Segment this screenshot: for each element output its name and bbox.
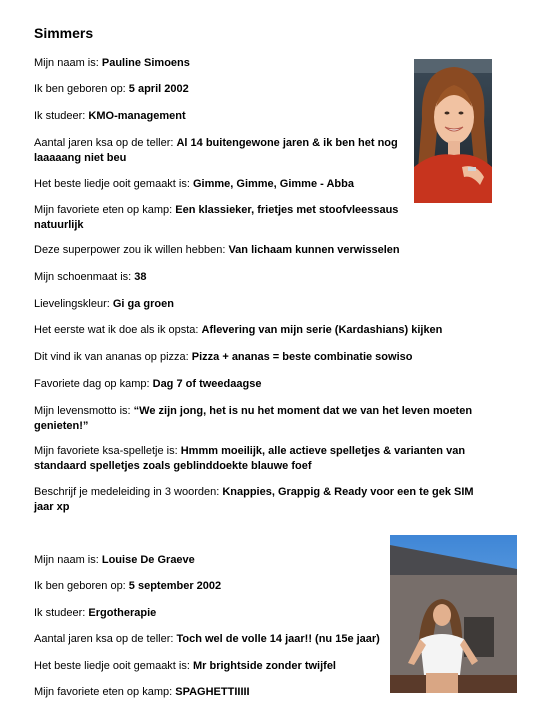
- field-value: Ergotherapie: [88, 607, 157, 619]
- field-label: Dit vind ik van ananas op pizza:: [34, 351, 192, 363]
- field-value: Pizza + ananas = beste combinatie sowiso: [191, 351, 413, 363]
- field-label: Het beste liedje ooit gemaakt is:: [34, 178, 193, 190]
- field-label: Mijn naam is:: [34, 57, 102, 69]
- p1-shoesize-row: [34, 270, 494, 285]
- field-label: Aantal jaren ksa op de teller:: [34, 633, 177, 645]
- field-label: Ik ben geboren op:: [34, 83, 129, 95]
- field-value: Een klassieker, frietjes met stoofvleessaus natuurlijk: [34, 204, 399, 231]
- page-title: Simmers: [34, 25, 94, 41]
- profile-photo: [390, 535, 517, 693]
- p1-song-row: [34, 177, 404, 192]
- p1-superpower-row: [34, 243, 494, 258]
- p1-years-row: [34, 136, 404, 166]
- p1-birthdate-row: [34, 82, 404, 97]
- field-value: Aflevering van mijn serie (Kardashians) kijken: [201, 324, 443, 336]
- p1-morning-row: [34, 323, 494, 338]
- field-value: Van lichaam kunnen verwisselen: [228, 244, 400, 256]
- p1-day-row: [34, 377, 494, 392]
- p2-study-row: [34, 606, 404, 621]
- portrait-illustration: [414, 59, 492, 203]
- field-label: Ik ben geboren op:: [34, 580, 129, 592]
- p2-food-row: [34, 685, 404, 700]
- field-label: Lievelingskleur:: [34, 298, 113, 310]
- p1-leaders-row: [34, 485, 484, 515]
- field-label: Aantal jaren ksa op de teller:: [34, 137, 177, 149]
- field-label: Mijn favoriete ksa-spelletje is:: [34, 445, 181, 457]
- field-value: SPAGHETTIIIII: [175, 686, 250, 698]
- field-label: Mijn levensmotto is:: [34, 405, 134, 417]
- field-label: Het beste liedje ooit gemaakt is:: [34, 660, 193, 672]
- field-label: Mijn favoriete eten op kamp:: [34, 204, 176, 216]
- field-value: Toch wel de volle 14 jaar!! (nu 15e jaar): [176, 633, 380, 645]
- p1-name-row: [34, 56, 404, 71]
- field-value: Gi ga groen: [112, 298, 174, 310]
- field-label: Deze superpower zou ik willen hebben:: [34, 244, 229, 256]
- field-value: Dag 7 of tweedaagse: [152, 378, 262, 390]
- p2-name-row: [34, 553, 404, 568]
- field-label: Ik studeer:: [34, 607, 89, 619]
- field-value: “We zijn jong, het is nu het moment dat we van het leven moeten genieten!”: [34, 405, 473, 432]
- field-value: Al 14 buitengewone jaren & ik ben het nog laaaaang niet beu: [34, 137, 398, 164]
- p1-pizza-row: [34, 350, 494, 365]
- field-value: Pauline Simoens: [101, 57, 190, 69]
- field-value: 5 september 2002: [128, 580, 222, 592]
- field-label: Mijn naam is:: [34, 554, 102, 566]
- p2-song-row: [34, 659, 404, 674]
- p1-food-row: [34, 203, 429, 233]
- field-value: 38: [134, 271, 147, 283]
- field-value: Louise De Graeve: [101, 554, 195, 566]
- field-label: Mijn favoriete eten op kamp:: [34, 686, 176, 698]
- p2-years-row: [34, 632, 404, 647]
- p1-game-row: [34, 444, 474, 474]
- field-label: Beschrijf je medeleiding in 3 woorden:: [34, 486, 223, 498]
- p1-study-row: [34, 109, 404, 124]
- field-value: Knappies, Grappig & Ready voor een te gek SIM jaar xp: [34, 486, 474, 513]
- field-value: 5 april 2002: [128, 83, 189, 95]
- field-value: Mr brightside zonder twijfel: [192, 660, 336, 672]
- p1-color-row: [34, 297, 494, 312]
- p1-motto-row: [34, 404, 482, 434]
- profile-photo: [414, 59, 492, 203]
- p2-birthdate-row: [34, 579, 404, 594]
- field-value: Hmmm moeilijk, alle actieve spelletjes & varianten van standaard spelletjes zoals geblinddoekte blauwe foef: [34, 445, 466, 472]
- field-label: Favoriete dag op kamp:: [34, 378, 153, 390]
- portrait-illustration: [390, 535, 517, 693]
- field-label: Mijn schoenmaat is:: [34, 271, 135, 283]
- field-value: Gimme, Gimme, Gimme - Abba: [192, 178, 354, 190]
- field-label: Het eerste wat ik doe als ik opsta:: [34, 324, 202, 336]
- field-label: Ik studeer:: [34, 110, 89, 122]
- field-value: KMO-management: [88, 110, 186, 122]
